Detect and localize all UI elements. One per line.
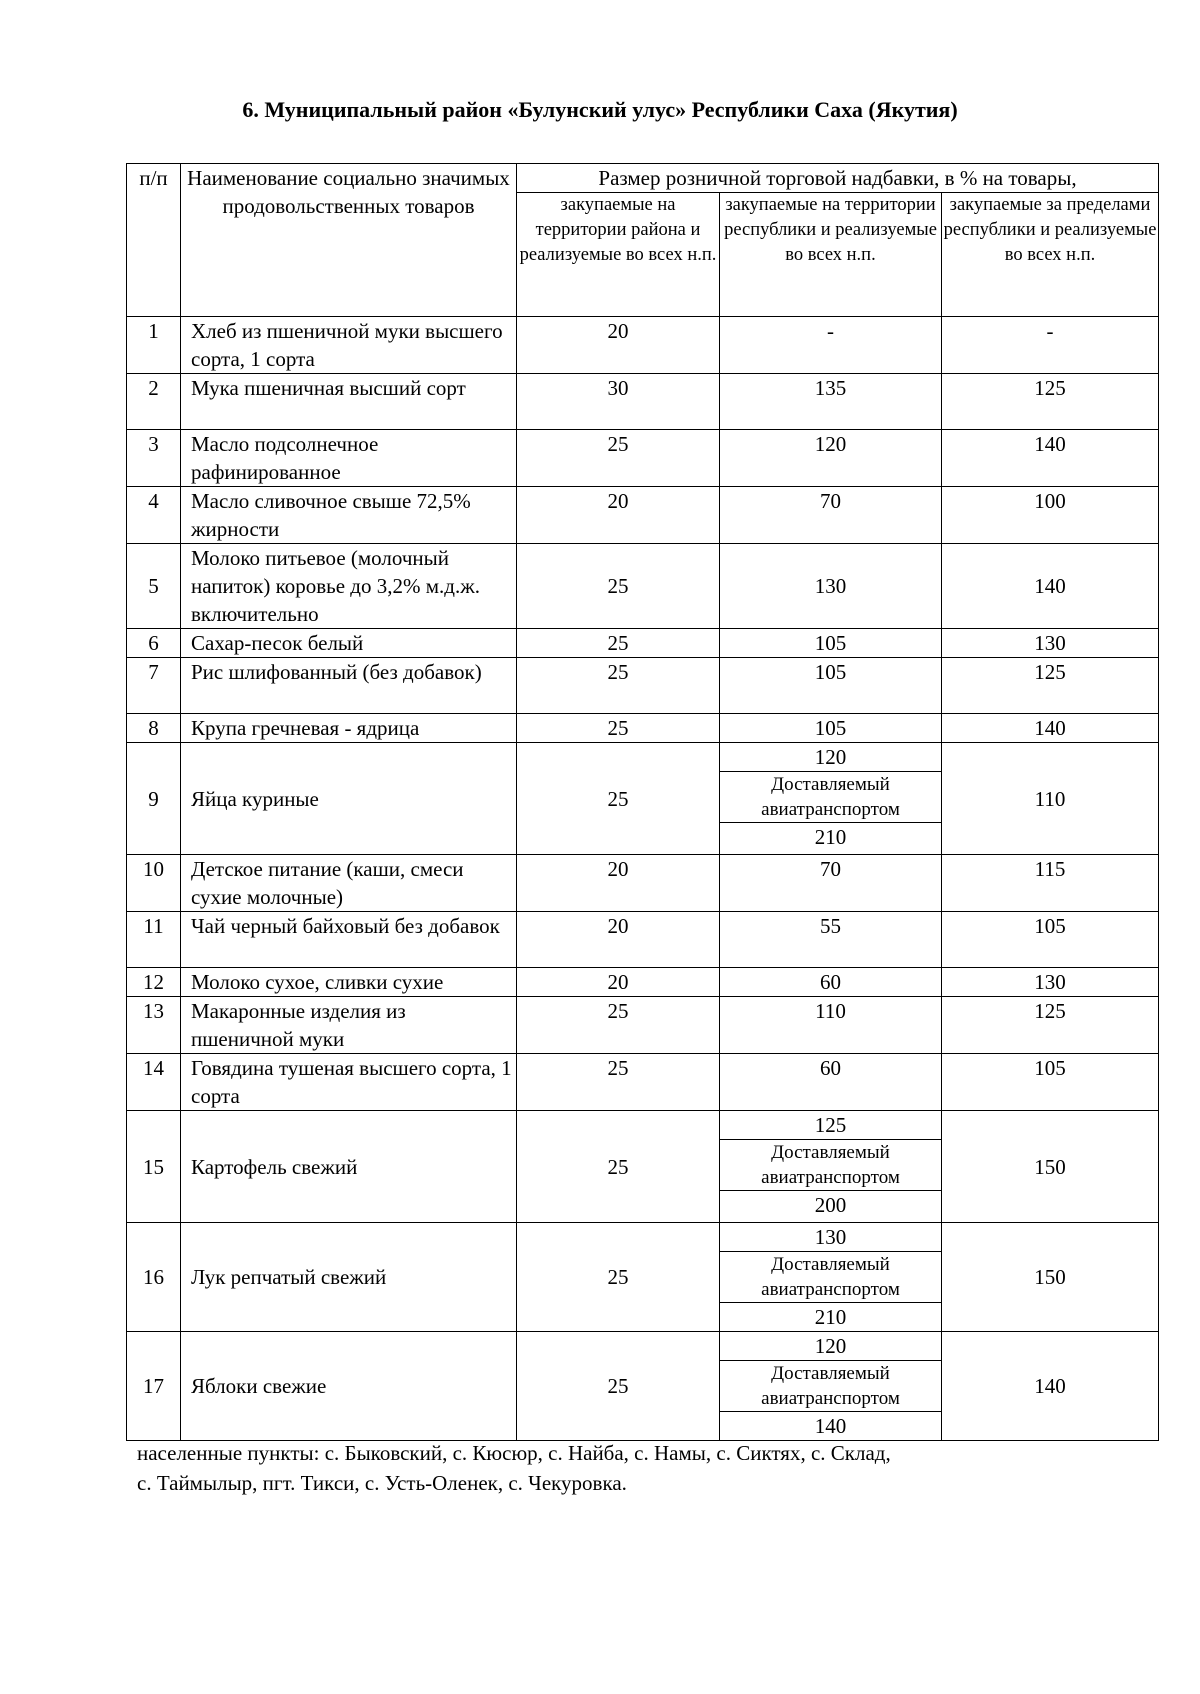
value-outside: 125 <box>942 997 1159 1054</box>
value-republic-air: 200 <box>814 1193 847 1217</box>
product-name: Лук репчатый свежий <box>181 1223 517 1332</box>
row-number: 11 <box>127 912 181 968</box>
settlements-note <box>137 1438 1157 1498</box>
header-markup: Размер розничной торговой надбавки, в % на товары, <box>517 164 1159 193</box>
value-district: 25 <box>517 658 720 714</box>
table-row <box>127 430 1159 487</box>
row-number: 15 <box>127 1111 181 1223</box>
product-name: Сахар-песок белый <box>181 629 517 658</box>
value-outside: 105 <box>942 912 1159 968</box>
value-outside: 140 <box>942 544 1159 629</box>
value-republic: 130 <box>720 1223 941 1252</box>
product-name: Чай черный байховый без добавок <box>181 912 517 968</box>
value-outside: 100 <box>942 487 1159 544</box>
value-outside: 150 <box>942 1223 1159 1332</box>
row-number: 2 <box>127 374 181 430</box>
value-outside: 140 <box>942 430 1159 487</box>
value-outside: 130 <box>942 968 1159 997</box>
row-number: 17 <box>127 1332 181 1441</box>
product-name: Хлеб из пшеничной муки высшего сорта, 1 сорта <box>181 317 517 374</box>
value-outside: 130 <box>942 629 1159 658</box>
row-number: 16 <box>127 1223 181 1332</box>
value-outside: 115 <box>942 855 1159 912</box>
table-row <box>127 1111 1159 1223</box>
table-row <box>127 743 1159 855</box>
table-row <box>127 912 1159 968</box>
value-district: 25 <box>517 1054 720 1111</box>
row-number: 6 <box>127 629 181 658</box>
air-delivery-label: Доставляемый авиатранспортом <box>720 772 941 823</box>
table-row <box>127 374 1159 430</box>
settlements-line-1: населенные пункты: с. Быковский, с. Кюсюр, с. Найба, с. Намы, с. Сиктях, с. Склад, <box>137 1441 891 1465</box>
value-republic: 105 <box>720 629 942 658</box>
table-row <box>127 629 1159 658</box>
value-outside: 140 <box>942 1332 1159 1441</box>
value-republic-air: 210 <box>814 825 847 849</box>
value-republic-split <box>720 743 942 855</box>
table-row <box>127 544 1159 629</box>
value-republic: 120 <box>720 430 942 487</box>
table-row <box>127 487 1159 544</box>
product-name: Рис шлифованный (без добавок) <box>181 658 517 714</box>
row-number: 10 <box>127 855 181 912</box>
value-republic: 125 <box>720 1111 941 1140</box>
header-name: Наименование социально значимых продовольственных товаров <box>181 164 517 317</box>
table-row <box>127 317 1159 374</box>
row-number: 7 <box>127 658 181 714</box>
value-district: 25 <box>517 629 720 658</box>
product-name: Молоко питьевое (молочный напиток) коровье до 3,2% м.д.ж. включительно <box>181 544 517 629</box>
product-name: Картофель свежий <box>181 1111 517 1223</box>
value-republic: 120 <box>720 1332 941 1361</box>
value-district: 20 <box>517 487 720 544</box>
product-name: Яйца куриные <box>181 743 517 855</box>
row-number: 14 <box>127 1054 181 1111</box>
value-outside: 125 <box>942 374 1159 430</box>
air-delivery-label: Доставляемый авиатранспортом <box>720 1361 941 1412</box>
table-row <box>127 1054 1159 1111</box>
value-district: 25 <box>517 997 720 1054</box>
value-republic: 135 <box>720 374 942 430</box>
value-republic: 70 <box>720 487 942 544</box>
air-delivery-label: Доставляемый авиатранспортом <box>720 1140 941 1191</box>
value-district: 25 <box>517 1332 720 1441</box>
product-name: Яблоки свежие <box>181 1332 517 1441</box>
table-row <box>127 1332 1159 1441</box>
value-republic: - <box>720 317 942 374</box>
row-number: 3 <box>127 430 181 487</box>
value-republic: 105 <box>720 658 942 714</box>
header-col-district: закупаемые на территории района и реализуемые во всех н.п. <box>517 193 720 317</box>
value-outside: 150 <box>942 1111 1159 1223</box>
value-republic: 110 <box>720 997 942 1054</box>
value-district: 25 <box>517 743 720 855</box>
value-republic-split <box>720 1223 942 1332</box>
value-republic: 60 <box>720 968 942 997</box>
header-num: п/п <box>127 164 181 317</box>
table-body <box>127 317 1159 1441</box>
value-republic-split <box>720 1332 942 1441</box>
value-district: 20 <box>517 968 720 997</box>
value-district: 20 <box>517 912 720 968</box>
table-row <box>127 968 1159 997</box>
product-name: Мука пшеничная высший сорт <box>181 374 517 430</box>
value-outside: 125 <box>942 658 1159 714</box>
row-number: 12 <box>127 968 181 997</box>
settlements-line-2: с. Таймылыр, пгт. Тикси, с. Усть-Оленек, с. Чекуровка. <box>137 1471 627 1495</box>
value-district: 25 <box>517 1223 720 1332</box>
air-delivery-label: Доставляемый авиатранспортом <box>720 1252 941 1303</box>
value-outside: 105 <box>942 1054 1159 1111</box>
value-district: 20 <box>517 317 720 374</box>
value-republic: 120 <box>720 743 941 772</box>
row-number: 8 <box>127 714 181 743</box>
value-republic-air: 140 <box>814 1414 847 1438</box>
header-col-republic: закупаемые на территории республики и реализуемые во всех н.п. <box>720 193 942 317</box>
page-title: 6. Муниципальный район «Булунский улус» Республики Саха (Якутия) <box>242 97 958 122</box>
value-republic: 60 <box>720 1054 942 1111</box>
value-outside: 110 <box>942 743 1159 855</box>
row-number: 9 <box>127 743 181 855</box>
product-name: Масло подсолнечное рафинированное <box>181 430 517 487</box>
product-name: Говядина тушеная высшего сорта, 1 сорта <box>181 1054 517 1111</box>
product-name: Крупа гречневая - ядрица <box>181 714 517 743</box>
product-name: Макаронные изделия из пшеничной муки <box>181 997 517 1054</box>
value-district: 25 <box>517 430 720 487</box>
value-republic: 105 <box>720 714 942 743</box>
row-number: 5 <box>127 544 181 629</box>
table-row <box>127 1223 1159 1332</box>
table-row <box>127 855 1159 912</box>
value-republic: 130 <box>720 544 942 629</box>
value-district: 30 <box>517 374 720 430</box>
value-district: 25 <box>517 714 720 743</box>
row-number: 4 <box>127 487 181 544</box>
value-district: 20 <box>517 855 720 912</box>
table-row <box>127 997 1159 1054</box>
value-republic: 70 <box>720 855 942 912</box>
row-number: 1 <box>127 317 181 374</box>
value-outside: - <box>942 317 1159 374</box>
value-district: 25 <box>517 1111 720 1223</box>
markup-table <box>126 163 1159 1441</box>
product-name: Детское питание (каши, смеси сухие молочные) <box>181 855 517 912</box>
value-outside: 140 <box>942 714 1159 743</box>
header-col-outside: закупаемые за пределами республики и реализуемые во всех н.п. <box>942 193 1159 317</box>
value-republic: 55 <box>720 912 942 968</box>
product-name: Масло сливочное свыше 72,5% жирности <box>181 487 517 544</box>
product-name: Молоко сухое, сливки сухие <box>181 968 517 997</box>
value-republic-air: 210 <box>814 1305 847 1329</box>
value-republic-split <box>720 1111 942 1223</box>
value-district: 25 <box>517 544 720 629</box>
table-row <box>127 658 1159 714</box>
row-number: 13 <box>127 997 181 1054</box>
table-row <box>127 714 1159 743</box>
